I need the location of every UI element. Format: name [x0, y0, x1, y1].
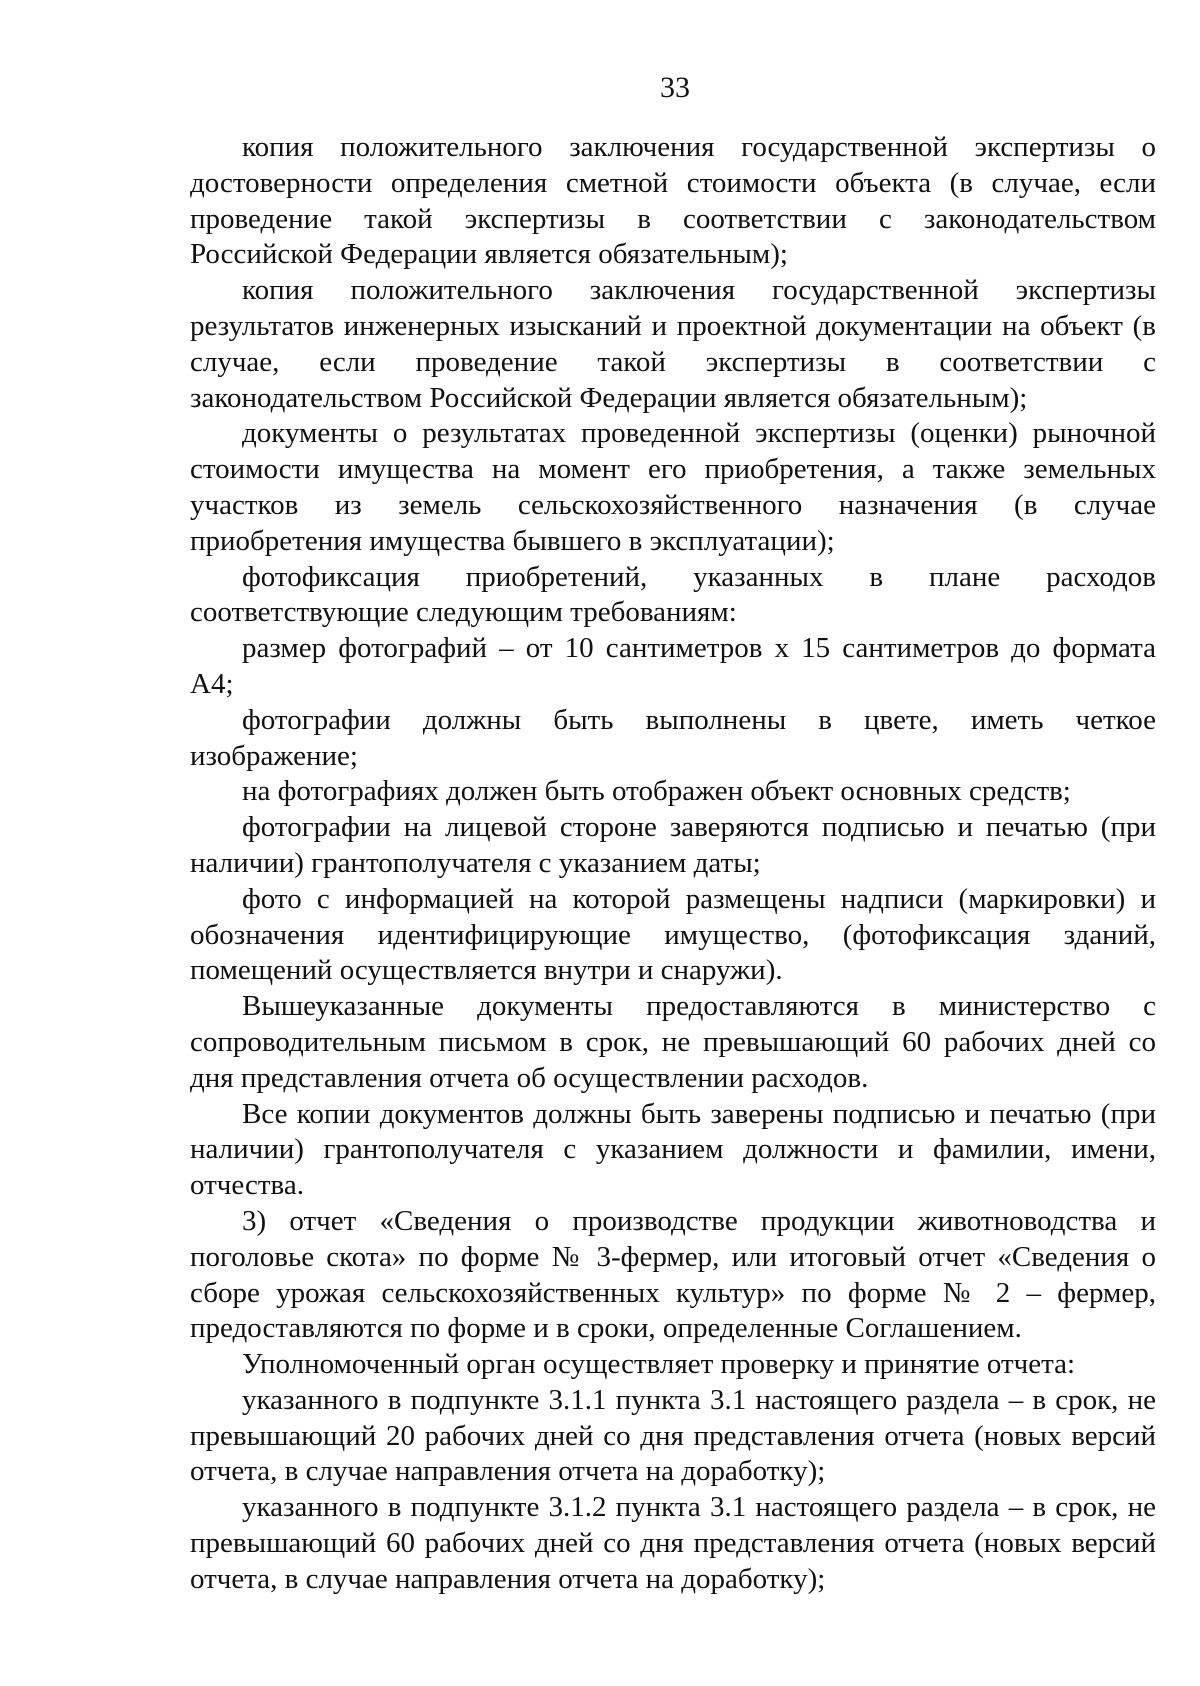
paragraph: указанного в подпункте 3.1.1 пункта 3.1 настоящего раздела – в срок, не превышающий 20 рабочих дней со дня представления отчета (новых версий отчета, в случае направления отчета на доработку);	[190, 1383, 1156, 1488]
paragraph: Вышеуказанные документы предоставляются в министерство с сопроводительным письмом в срок, не превышающий 60 рабочих дней со дня представления отчета об осуществлении расходов.	[190, 990, 1156, 1094]
paragraph: 3) отчет «Сведения о производстве продукции животноводства и поголовье скота» по форме № 3-фермер, или итоговый отчет «Сведения о сборе урожая сельскохозяйственных культур» по форме № 2 – фермер, предоставляются по форме и в сроки, определенные Соглашением.	[190, 1204, 1156, 1345]
paragraph: Уполномоченный орган осуществляет проверку и принятие отчета:	[242, 1348, 1076, 1381]
paragraph: копия положительного заключения государственной экспертизы о достоверности определения сметной стоимости объекта (в случае, если проведение такой экспертизы в соответствии с законодательством Российской Федерации является обязательным);	[190, 131, 1156, 271]
paragraph: Все копии документов должны быть заверены подписью и печатью (при наличии) грантополучателя с указанием должности и фамилии, имени, отчества.	[190, 1097, 1156, 1202]
paragraph: документы о результатах проведенной экспертизы (оценки) рыночной стоимости имущества на момент его приобретения, а также земельных участков из земель сельскохозяйственного назначения (в случае приобретения имущества бывшего в эксплуатации);	[190, 417, 1156, 557]
page-number: 33	[660, 71, 690, 104]
paragraph: указанного в подпункте 3.1.2 пункта 3.1 настоящего раздела – в срок, не превышающий 60 рабочих дней со дня представления отчета (новых версий отчета, в случае направления отчета на доработку);	[190, 1491, 1156, 1595]
document-body	[190, 130, 1156, 1598]
paragraph: фото с информацией на которой размещены надписи (маркировки) и обозначения идентифицирующие имущество, (фотофиксация зданий, помещений осуществляется внутри и снаружи).	[190, 882, 1156, 987]
paragraph: на фотографиях должен быть отображен объект основных средств;	[242, 775, 1071, 808]
paragraph: фотофиксация приобретений, указанных в плане расходов соответствующие следующим требованиям:	[190, 560, 1156, 629]
paragraph: копия положительного заключения государственной экспертизы результатов инженерных изысканий и проектной документации на объект (в случае, если проведение такой экспертизы в соответствии с законодательством Российской Федерации является обязательным);	[190, 274, 1156, 414]
paragraph: размер фотографий – от 10 сантиметров х 15 сантиметров до формата А4;	[190, 632, 1156, 700]
paragraph: фотографии на лицевой стороне заверяются подписью и печатью (при наличии) грантополучателя с указанием даты;	[190, 811, 1156, 879]
paragraph: фотографии должны быть выполнены в цвете, иметь четкое изображение;	[190, 703, 1156, 772]
